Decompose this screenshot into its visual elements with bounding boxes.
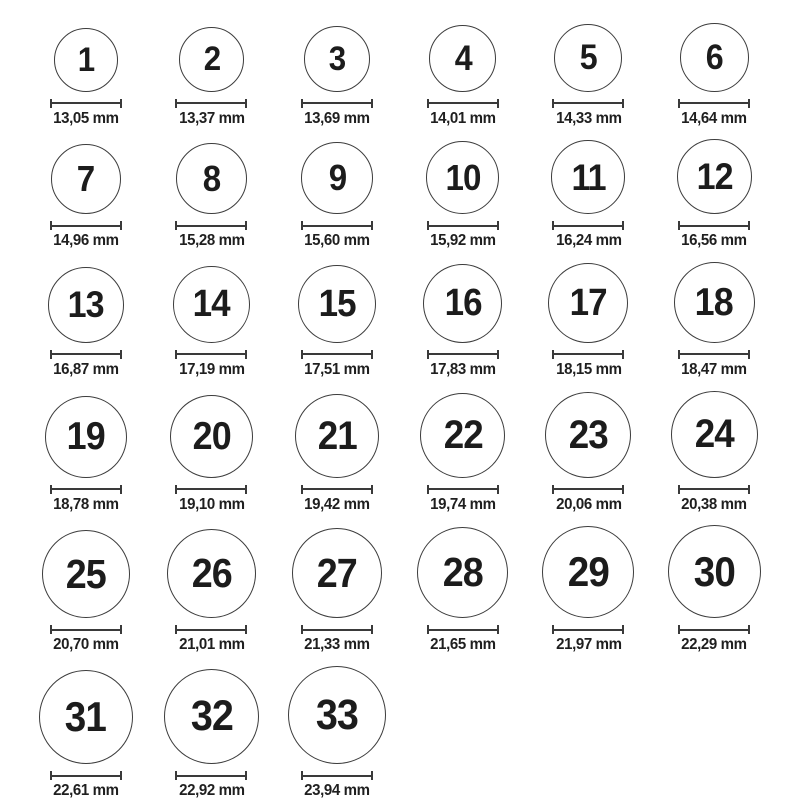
diameter-measure-line xyxy=(175,99,247,108)
ring-size-number: 1 xyxy=(77,40,95,79)
ring-circle xyxy=(176,143,247,214)
ring-size-item xyxy=(149,395,275,514)
ring-size-number: 19 xyxy=(66,415,105,459)
ring-circle xyxy=(671,391,758,478)
ring-circle xyxy=(304,26,370,92)
diameter-label: 13,05 mm xyxy=(53,109,119,127)
diameter-measure-line xyxy=(175,350,247,359)
ring-size-number: 22 xyxy=(443,413,483,458)
diameter-measure-line xyxy=(427,350,499,359)
ring-circle xyxy=(173,266,250,343)
ring-size-item xyxy=(149,529,275,654)
diameter-label: 13,69 mm xyxy=(304,109,370,127)
ring-size-number: 23 xyxy=(568,412,609,457)
ring-circle xyxy=(542,526,634,618)
diameter-label: 17,51 mm xyxy=(304,360,370,378)
diameter-measure-line xyxy=(552,350,624,359)
ring-size-item xyxy=(526,392,652,514)
diameter-label: 15,28 mm xyxy=(178,232,245,250)
diameter-measure-line xyxy=(552,221,624,230)
diameter-measure-line xyxy=(427,99,499,108)
ring-size-number: 9 xyxy=(328,157,346,199)
diameter-measure-line xyxy=(50,625,122,634)
ring-size-item xyxy=(526,526,652,654)
ring-size-number: 13 xyxy=(67,284,104,326)
diameter-label: 15,60 mm xyxy=(304,232,370,250)
ring-size-item xyxy=(23,670,149,800)
ring-size-item xyxy=(651,139,777,250)
ring-circle xyxy=(164,669,259,764)
ring-size-item xyxy=(526,24,652,128)
diameter-measure-line xyxy=(175,625,247,634)
ring-size-item xyxy=(149,143,275,250)
ring-size-number: 18 xyxy=(695,280,734,324)
diameter-measure-line xyxy=(50,221,122,230)
ring-circle xyxy=(288,666,386,764)
ring-size-item xyxy=(400,141,526,250)
diameter-measure-line xyxy=(50,771,122,780)
ring-size-item xyxy=(274,394,400,514)
ring-size-number: 21 xyxy=(317,413,357,458)
diameter-label: 21,97 mm xyxy=(555,636,622,654)
ring-circle xyxy=(42,530,130,618)
diameter-label: 14,64 mm xyxy=(681,109,747,127)
ring-size-item xyxy=(274,26,400,128)
diameter-measure-line xyxy=(678,485,750,494)
ring-size-item xyxy=(651,23,777,128)
diameter-label: 14,01 mm xyxy=(430,109,496,127)
ring-circle xyxy=(668,525,761,618)
ring-circle xyxy=(54,28,118,92)
diameter-measure-line xyxy=(301,625,373,634)
ring-size-item xyxy=(274,142,400,250)
diameter-measure-line xyxy=(301,485,373,494)
ring-size-number: 12 xyxy=(696,156,733,198)
ring-size-number: 30 xyxy=(693,547,735,595)
ring-size-number: 5 xyxy=(579,38,597,78)
diameter-label: 21,33 mm xyxy=(304,636,370,654)
diameter-label: 22,29 mm xyxy=(681,636,747,654)
diameter-label: 14,96 mm xyxy=(53,232,119,250)
ring-size-item xyxy=(274,528,400,654)
diameter-measure-line xyxy=(678,625,750,634)
ring-size-item xyxy=(400,527,526,654)
ring-size-number: 6 xyxy=(705,37,723,77)
ring-size-number: 26 xyxy=(191,550,232,597)
ring-size-item xyxy=(651,391,777,514)
ring-circle xyxy=(170,395,253,478)
ring-size-item xyxy=(23,267,149,379)
ring-circle xyxy=(51,144,121,214)
diameter-label: 18,15 mm xyxy=(555,360,622,378)
diameter-label: 17,19 mm xyxy=(178,360,245,378)
diameter-measure-line xyxy=(175,771,247,780)
ring-size-item xyxy=(149,266,275,379)
diameter-measure-line xyxy=(678,99,750,108)
ring-circle xyxy=(298,265,376,343)
ring-circle xyxy=(429,25,496,92)
ring-size-number: 33 xyxy=(316,690,359,739)
diameter-label: 19,74 mm xyxy=(430,495,496,513)
ring-size-number: 25 xyxy=(65,550,106,597)
ring-circle xyxy=(680,23,749,92)
ring-size-number: 16 xyxy=(444,282,482,325)
diameter-label: 22,61 mm xyxy=(53,782,119,799)
ring-size-item xyxy=(651,262,777,379)
diameter-label: 20,70 mm xyxy=(53,636,119,654)
ring-size-item xyxy=(400,393,526,514)
ring-size-number: 17 xyxy=(569,281,608,324)
ring-size-item xyxy=(23,396,149,514)
diameter-measure-line xyxy=(50,350,122,359)
diameter-measure-line xyxy=(678,350,750,359)
ring-size-item xyxy=(274,265,400,379)
diameter-measure-line xyxy=(175,485,247,494)
diameter-measure-line xyxy=(301,221,373,230)
ring-circle xyxy=(179,27,244,92)
diameter-measure-line xyxy=(50,99,122,108)
diameter-label: 20,06 mm xyxy=(555,495,622,513)
ring-circle xyxy=(39,670,133,764)
ring-size-item xyxy=(400,264,526,379)
diameter-label: 23,94 mm xyxy=(304,782,370,799)
ring-size-number: 20 xyxy=(192,414,231,458)
ring-circle xyxy=(295,394,379,478)
diameter-label: 13,37 mm xyxy=(178,109,245,127)
ring-size-number: 32 xyxy=(190,692,233,740)
diameter-label: 16,24 mm xyxy=(555,232,622,250)
ring-circle xyxy=(292,528,382,618)
diameter-measure-line xyxy=(552,485,624,494)
diameter-measure-line xyxy=(678,221,750,230)
ring-size-number: 29 xyxy=(567,548,610,596)
diameter-measure-line xyxy=(427,485,499,494)
ring-size-number: 27 xyxy=(317,549,358,596)
diameter-measure-line xyxy=(427,625,499,634)
ring-size-item xyxy=(651,525,777,654)
ring-size-item xyxy=(149,669,275,800)
ring-circle xyxy=(420,393,505,478)
ring-size-number: 2 xyxy=(203,40,220,79)
diameter-measure-line xyxy=(175,221,247,230)
ring-size-number: 11 xyxy=(571,156,606,198)
diameter-measure-line xyxy=(301,350,373,359)
diameter-label: 15,92 mm xyxy=(430,232,496,250)
ring-size-number: 28 xyxy=(442,549,483,596)
ring-circle xyxy=(548,263,628,343)
diameter-label: 21,65 mm xyxy=(430,636,496,654)
diameter-label: 16,56 mm xyxy=(681,232,747,250)
ring-size-number: 14 xyxy=(192,283,231,326)
diameter-label: 21,01 mm xyxy=(178,636,245,654)
ring-size-number: 7 xyxy=(77,158,95,200)
ring-size-number: 4 xyxy=(454,38,472,78)
ring-size-item xyxy=(400,25,526,128)
ring-circle xyxy=(167,529,256,618)
diameter-label: 18,78 mm xyxy=(53,495,119,513)
ring-size-item xyxy=(23,28,149,128)
ring-size-number: 10 xyxy=(445,156,481,198)
diameter-measure-line xyxy=(301,771,373,780)
ring-circle xyxy=(551,140,625,214)
diameter-measure-line xyxy=(427,221,499,230)
diameter-measure-line xyxy=(552,99,624,108)
diameter-label: 16,87 mm xyxy=(53,360,119,378)
ring-size-item xyxy=(526,263,652,379)
diameter-label: 18,47 mm xyxy=(681,360,747,378)
diameter-measure-line xyxy=(552,625,624,634)
ring-circle xyxy=(423,264,502,343)
ring-circle xyxy=(45,396,127,478)
ring-circle xyxy=(674,262,755,343)
ring-size-number: 8 xyxy=(202,157,221,199)
diameter-label: 19,10 mm xyxy=(178,495,245,513)
ring-size-item xyxy=(526,140,652,250)
diameter-label: 22,92 mm xyxy=(178,782,245,799)
ring-circle xyxy=(677,139,752,214)
ring-circle xyxy=(554,24,622,92)
ring-circle xyxy=(301,142,373,214)
diameter-label: 20,38 mm xyxy=(681,495,747,513)
ring-circle xyxy=(417,527,508,618)
diameter-measure-line xyxy=(301,99,373,108)
ring-circle xyxy=(545,392,631,478)
ring-circle xyxy=(48,267,124,343)
ring-circle xyxy=(426,141,499,214)
ring-size-item xyxy=(149,27,275,128)
ring-size-number: 24 xyxy=(694,412,734,457)
ring-size-item xyxy=(274,666,400,800)
ring-size-number: 3 xyxy=(328,39,346,78)
ring-size-item xyxy=(23,144,149,250)
diameter-label: 19,42 mm xyxy=(304,495,370,513)
ring-size-number: 31 xyxy=(65,693,107,740)
diameter-label: 14,33 mm xyxy=(555,109,622,127)
ring-size-item xyxy=(23,530,149,654)
diameter-measure-line xyxy=(50,485,122,494)
diameter-label: 17,83 mm xyxy=(430,360,496,378)
ring-size-number: 15 xyxy=(318,282,356,325)
